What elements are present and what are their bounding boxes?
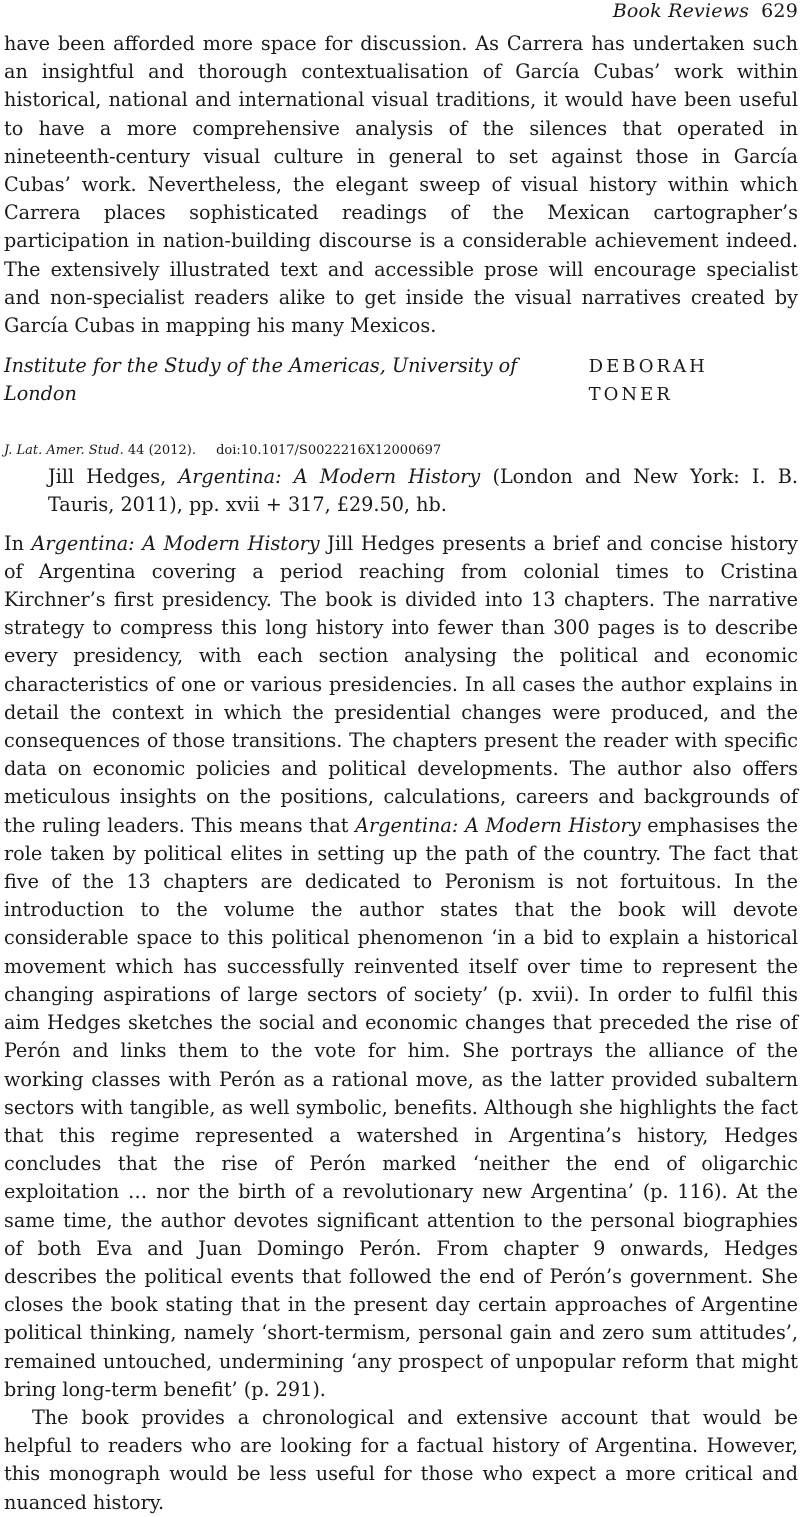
reviewer-affiliation-line bbox=[4, 352, 798, 409]
book-author: Jill Hedges, bbox=[48, 465, 167, 489]
doi: doi:10.1017/S0022216X12000697 bbox=[216, 443, 442, 459]
running-head bbox=[4, 0, 798, 22]
reviewer-institution: Institute for the Study of the Americas, University of London bbox=[4, 354, 518, 406]
journal-citation bbox=[4, 443, 798, 459]
journal-volume: 44 bbox=[127, 443, 145, 459]
text-run: Jill Hedges presents a brief and concise history of Argentina covering a period reaching from colonial times to Cristina Kirchner’s first presidency. The book is divided into 13 chapters. The narrative strategy to compress this long history into fewer than 300 pages is to describe every presidency, with each section analysing the political and economic characteristics of one or various presidencies. In all cases the author explains in detail the context in which the presidential changes were produced, and the consequences of those transitions. The chapters present the reader with specific data on economic policies and political developments. The author also offers meticulous insights on the positions, calculations, careers and backgrounds of the ruling leaders. This means that bbox=[4, 531, 798, 837]
text-run: In bbox=[4, 531, 24, 555]
reviewer-name: DEBORAH TONER bbox=[588, 356, 708, 406]
page-number: 629 bbox=[761, 0, 798, 22]
section-title: Book Reviews bbox=[612, 0, 750, 22]
review-paragraph-2: The book provides a chronological and extensive account that would be helpful to readers who are looking for a factual history of Argentina. However, this monograph would be less useful for those who expect a more critical and nuanced history. bbox=[4, 1405, 798, 1514]
book-title: Argentina: A Modern History bbox=[178, 465, 481, 489]
book-details: (London and New York: I. B. Tauris, 2011), pp. xvii + 317, £29.50, hb. bbox=[48, 465, 798, 517]
book-title-mention: Argentina: A Modern History bbox=[31, 531, 320, 555]
text-run: emphasises the role taken by political elites in setting up the path of the country. The fact that five of the 13 chapters are dedicated to Peronism is not fortuitous. In the introduction to the volume the author states that the book will devote considerable space to this political phenomenon ‘in a bid to explain a historical movement which has successfully reinvented itself over time to represent the changing aspirations of large sectors of society’ (p. xvii). In order to fulfil this aim Hedges sketches the social and economic changes that preceded the rise of Perón and links them to the vote for him. She portrays the alliance of the working classes with Perón as a rational move, as the latter provided subaltern sectors with tangible, as well symbolic, benefits. Although she highlights the fact that this regime represented a watershed in Argentina’s history, Hedges concludes that the rise of Perón marked ‘neither the end of oligarchic exploitation … nor the birth of a revolutionary new Argentina’ (p. 116). At the same time, the author devotes significant attention to the personal biographies of both Eva and Juan Domingo Perón. From chapter 9 onwards, Hedges describes the political events that followed the end of Perón’s government. She closes the book stating that in the present day certain approaches of Argentine political thinking, namely ‘short-termism, personal gain and zero sum attitudes’, remained untouched, undermining ‘any prospect of unpopular reform that might bring long-term benefit’ (p. 291). bbox=[4, 813, 798, 1401]
journal-name: J. Lat. Amer. Stud. bbox=[4, 443, 124, 459]
review-paragraph-1 bbox=[4, 530, 798, 1404]
previous-review-closing-paragraph: have been afforded more space for discussion. As Carrera has undertaken such an insightful and thorough contextualisation of García Cubas’ work within historical, national and international visual traditions, it would have been useful to have a more comprehensive analysis of the silences that operated in nineteenth-century visual culture in general to set against those in García Cubas’ work. Nevertheless, the elegant sweep of visual history within which Carrera places sophisticated readings of the Mexican cartographer’s participation in nation-building discourse is a considerable achievement indeed. The extensively illustrated text and accessible prose will encourage specialist and non-specialist readers alike to get inside the visual narratives created by García Cubas in mapping his many Mexicos. bbox=[4, 32, 798, 338]
review-body bbox=[4, 530, 798, 1517]
journal-year: (2012). bbox=[148, 443, 196, 459]
book-bibliographic-entry bbox=[4, 463, 798, 519]
book-title-mention: Argentina: A Modern History bbox=[355, 813, 641, 837]
